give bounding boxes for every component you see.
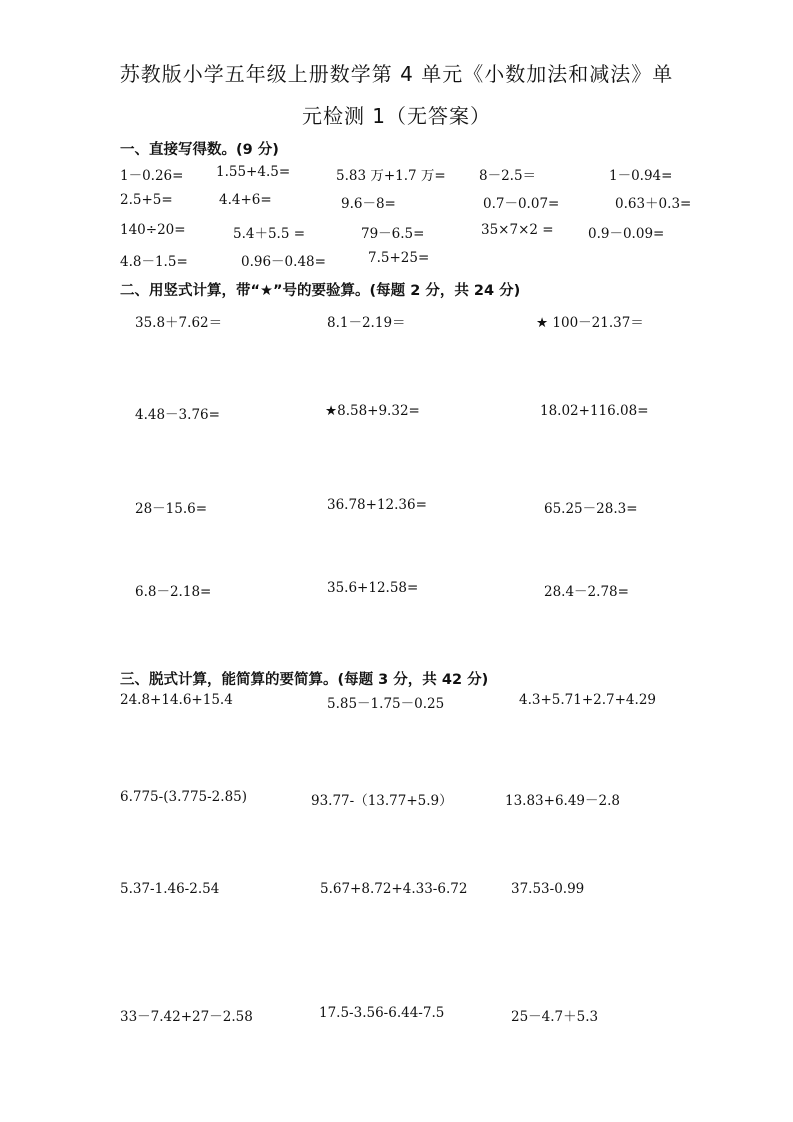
problem: 8－2.5＝ <box>479 168 537 184</box>
problem: 93.77-（13.77+5.9） <box>311 793 453 809</box>
problem: 4.4+6= <box>219 192 272 208</box>
problem: 9.6－8= <box>341 196 396 212</box>
problem: 6.8－2.18= <box>135 584 212 600</box>
problem: 35.8＋7.62＝ <box>135 315 223 331</box>
problem: 6.775-(3.775-2.85) <box>120 789 248 805</box>
problem: 140÷20= <box>120 222 186 238</box>
problem: 36.78+12.36= <box>327 497 427 513</box>
problem: 33－7.42+27－2.58 <box>120 1009 253 1025</box>
problem: 4.48－3.76= <box>135 407 220 423</box>
problem: 24.8+14.6+15.4 <box>120 692 233 708</box>
problem: 35.6+12.58= <box>327 580 419 596</box>
problem: 28.4－2.78= <box>544 584 629 600</box>
problem: 8.1－2.19＝ <box>327 315 406 331</box>
problem: 79－6.5= <box>361 226 425 242</box>
problem: 0.7－0.07= <box>483 196 560 212</box>
problem: 5.4＋5.5 = <box>233 226 306 242</box>
problem: 2.5+5= <box>120 192 173 208</box>
problem: 4.3+5.71+2.7+4.29 <box>519 692 656 708</box>
problem: ★ 100－21.37＝ <box>536 315 644 331</box>
problem: 35×7×2 = <box>481 222 554 238</box>
problem: 7.5+25= <box>368 250 430 266</box>
worksheet-title-line-1: 苏教版小学五年级上册数学第 4 单元《小数加法和减法》单 <box>119 62 674 86</box>
problem: 17.5-3.56-6.44-7.5 <box>319 1005 445 1021</box>
section-3-heading: 三、脱式计算，能简算的要简算。(每题 3 分，共 42 分) <box>120 672 489 688</box>
problem: 5.67+8.72+4.33-6.72 <box>320 881 468 897</box>
problem: 1.55+4.5= <box>216 164 291 180</box>
problem: 65.25－28.3= <box>544 501 638 517</box>
problem: 0.96－0.48= <box>241 254 326 270</box>
problem: 4.8－1.5= <box>120 254 188 270</box>
problem: 0.9－0.09= <box>588 226 665 242</box>
problem: 13.83+6.49－2.8 <box>505 793 620 809</box>
problem: 5.85－1.75－0.25 <box>327 696 445 712</box>
section-2-heading: 二、用竖式计算，带“★”号的要验算。(每题 2 分，共 24 分) <box>120 283 521 299</box>
problem: 1－0.26= <box>120 168 184 184</box>
section-1-heading: 一、直接写得数。(9 分) <box>120 142 279 158</box>
problem: 18.02+116.08= <box>540 403 649 419</box>
problem: 28－15.6= <box>135 501 208 517</box>
problem: 5.83 万+1.7 万= <box>336 168 446 184</box>
problem: 1－0.94= <box>609 168 673 184</box>
problem: 0.63＋0.3= <box>615 196 692 212</box>
problem: 5.37-1.46-2.54 <box>120 881 220 897</box>
problem: ★8.58+9.32= <box>325 403 420 419</box>
worksheet-title-line-2: 元检测 1（无答案） <box>301 104 492 128</box>
problem: 37.53-0.99 <box>511 881 585 897</box>
problem: 25－4.7＋5.3 <box>511 1009 599 1025</box>
